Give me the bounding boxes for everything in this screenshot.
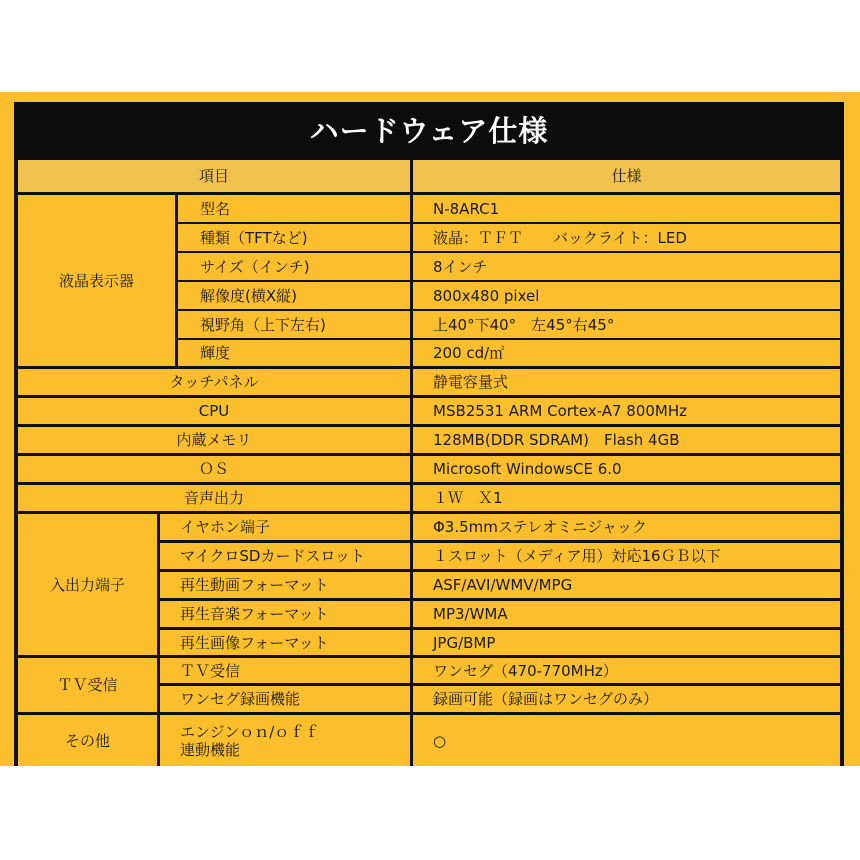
single-row-value: 128MB(DDR SDRAM) Flash 4GB [413,427,840,453]
io-row-label: イヤホン端子 [160,514,410,540]
tv-row-label: ＴＶ受信 [160,658,410,683]
io-row-value: １スロット（メディア用）対応16ＧＢ以下 [413,543,840,569]
io-row-value: MP3/WMA [413,601,840,627]
lcd-row-value: 800x480 pixel [413,282,840,309]
lcd-row-value: 液晶：ＴＦＴ バックライト：LED [413,224,840,251]
lcd-row-label: 型名 [178,195,410,222]
group-io: 入出力端子 [18,514,157,655]
io-row-label: 再生音楽フォーマット [160,601,410,627]
io-row-value: JPG/BMP [413,630,840,655]
lcd-row-label: 視野角（上下左右) [178,311,410,338]
lcd-row-label: 解像度(横X縦) [178,282,410,309]
single-row-label: 音声出力 [18,485,410,511]
lcd-row-label: 種類（TFTなど) [178,224,410,251]
single-row-value: Microsoft WindowsCE 6.0 [413,456,840,482]
io-row-value: Φ3.5mmステレオミニジャック [413,514,840,540]
io-row-label: 再生画像フォーマット [160,630,410,655]
group-other: その他 [18,715,157,766]
single-row-value: MSB2531 ARM Cortex-A7 800MHz [413,398,840,424]
single-row-value: １Ｗ Ｘ1 [413,485,840,511]
io-row-value: ASF/AVI/WMV/MPG [413,572,840,598]
single-row-label: ＯＳ [18,456,410,482]
single-row-label: 内蔵メモリ [18,427,410,453]
lcd-row-value: 上40°下40° 左45°右45° [413,311,840,338]
single-row-value: 静電容量式 [413,369,840,395]
group-tv: ＴＶ受信 [18,658,157,712]
other-row-value: ○ [413,715,840,766]
other-row-label: エンジンｏｎ/ｏｆｆ 連動機能 [160,715,410,766]
tv-row-label: ワンセグ録画機能 [160,686,410,712]
lcd-row-value: 8インチ [413,253,840,280]
header-item: 項目 [18,160,410,192]
header-spec: 仕様 [413,160,840,192]
lcd-row-value: 200 cd/㎡ [413,340,840,366]
table-title: ハードウェア仕様 [14,102,844,160]
group-lcd: 液晶表示器 [18,195,175,366]
io-row-label: マイクロSDカードスロット [160,543,410,569]
single-row-label: CPU [18,398,410,424]
tv-row-value: 録画可能（録画はワンセグのみ） [413,686,840,712]
lcd-row-label: サイズ（インチ) [178,253,410,280]
tv-row-value: ワンセグ（470-770MHz） [413,658,840,683]
lcd-row-value: N-8ARC1 [413,195,840,222]
io-row-label: 再生動画フォーマット [160,572,410,598]
lcd-row-label: 輝度 [178,340,410,366]
single-row-label: タッチパネル [18,369,410,395]
